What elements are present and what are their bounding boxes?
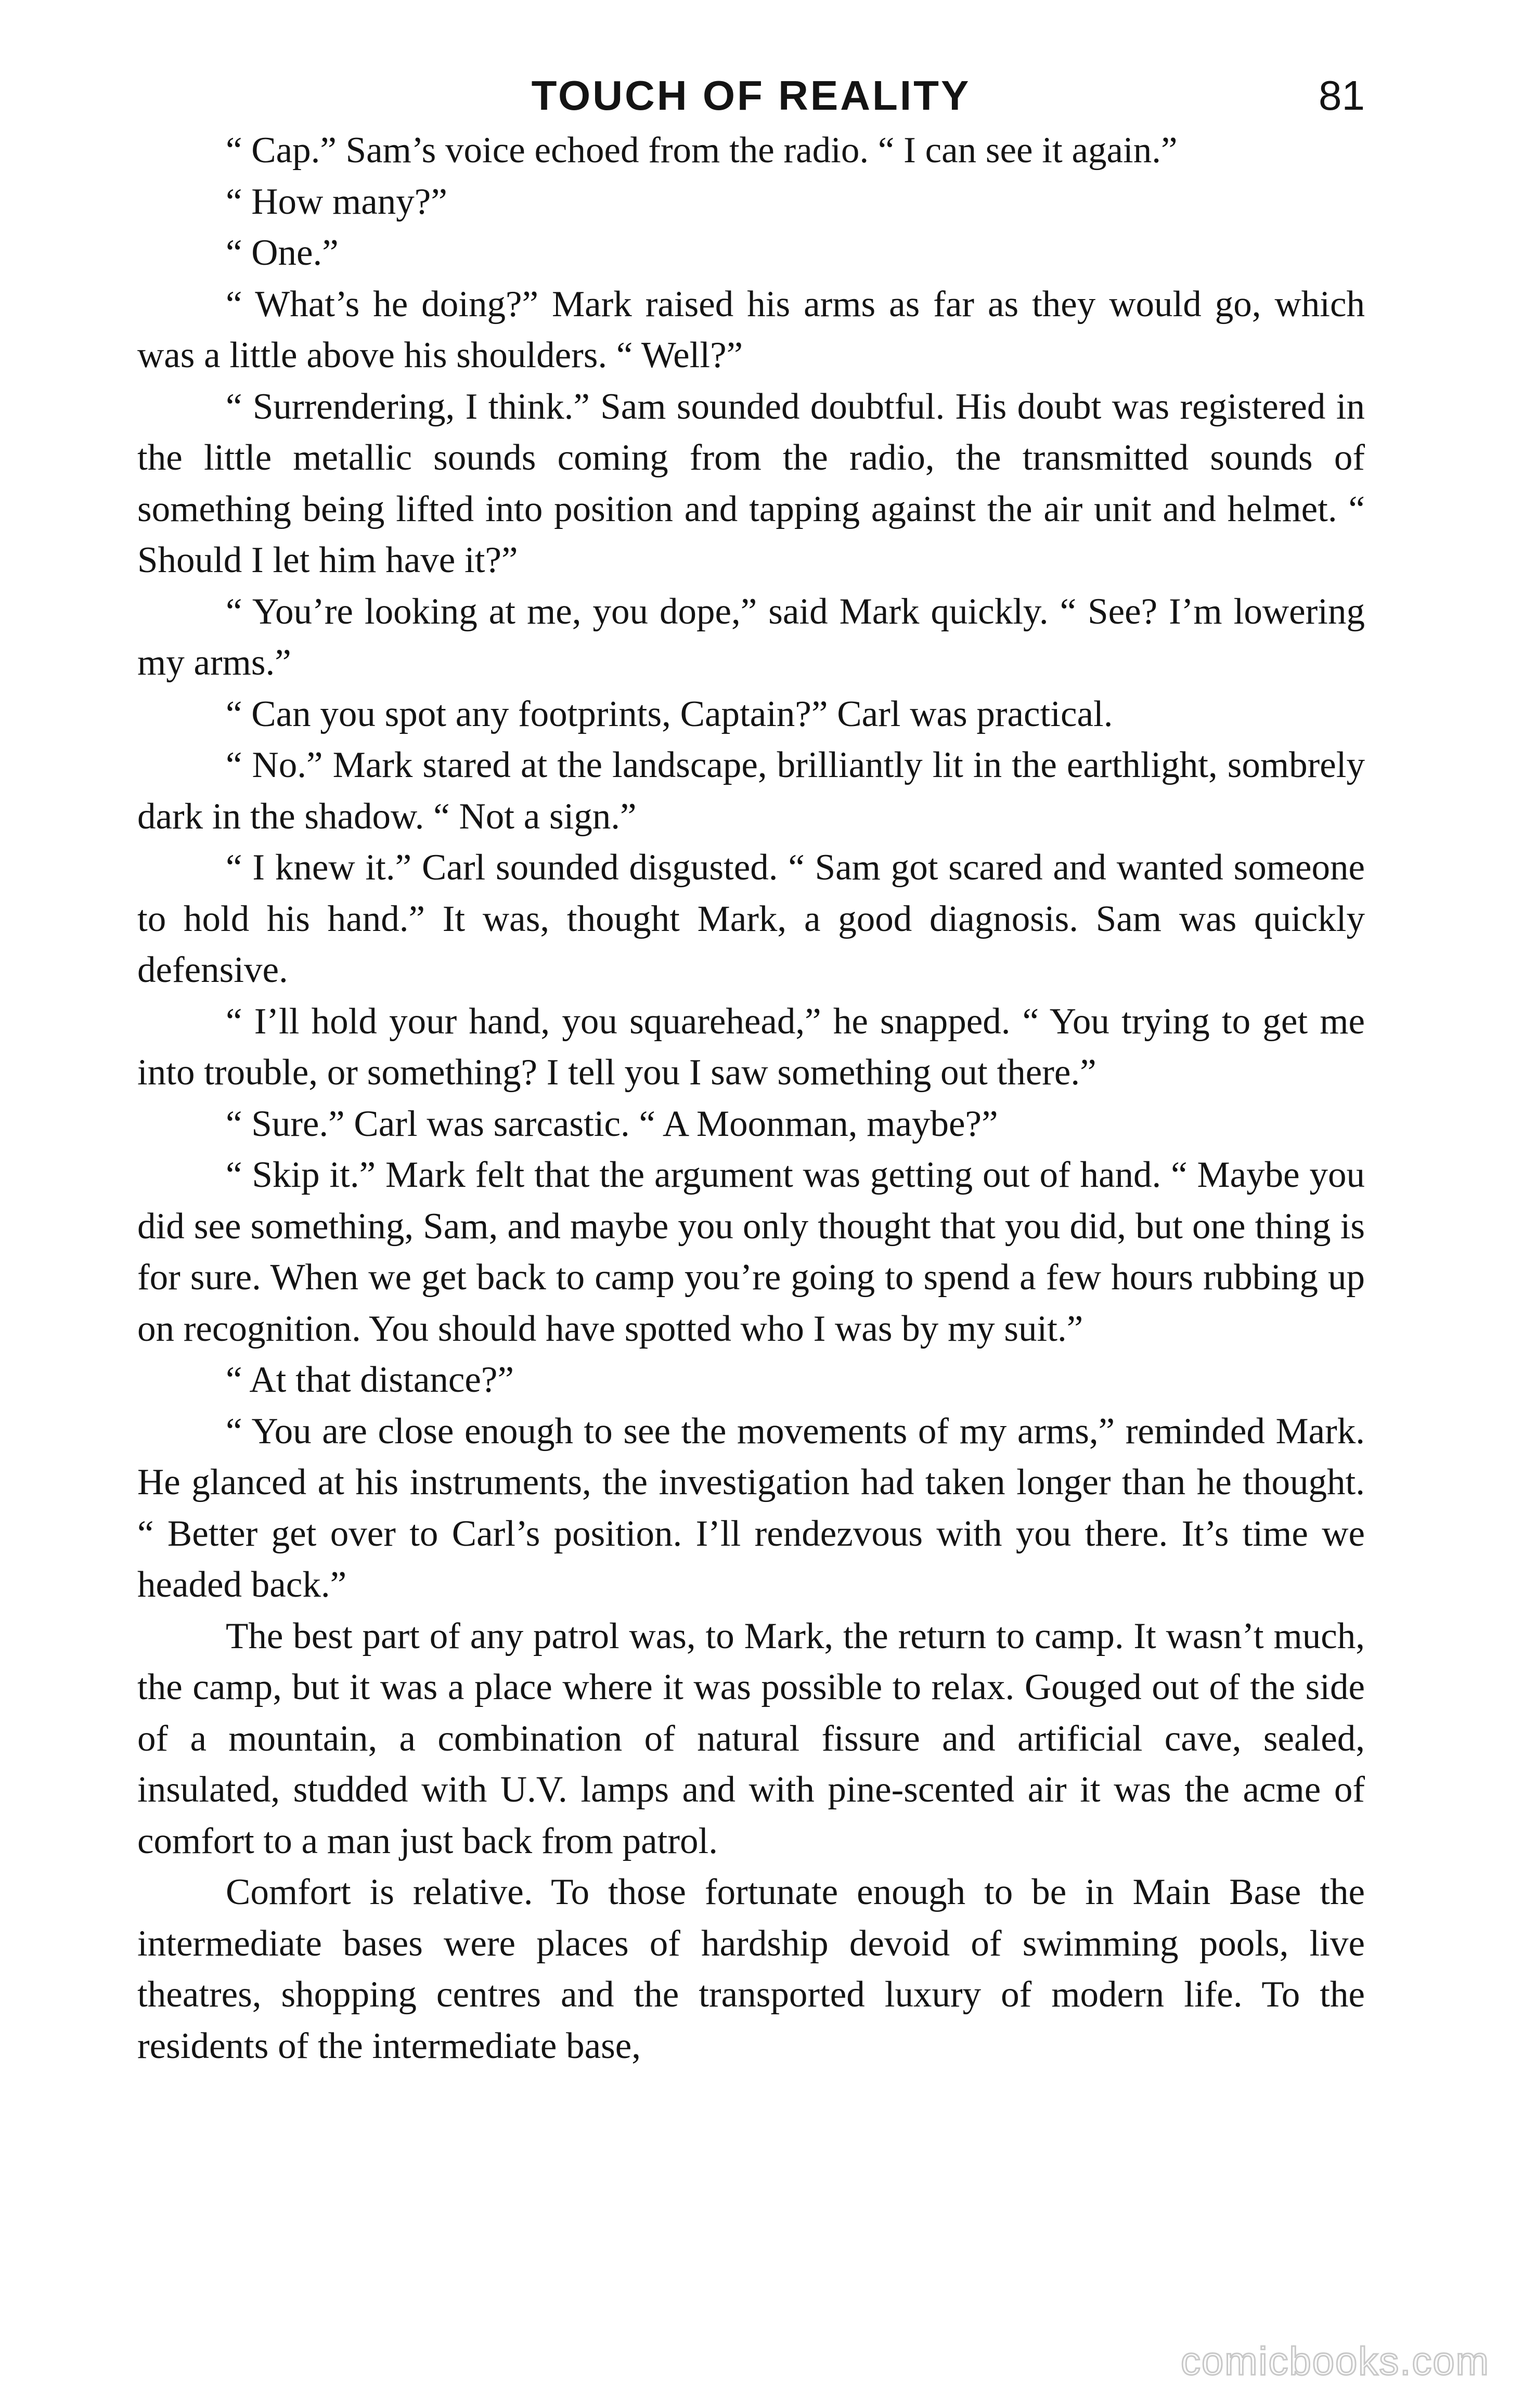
paragraph: The best part of any patrol was, to Mark, the return to camp. It wasn’t much, the camp, but it was a place where it was possible to relax. Gouged out of the side of a mountain, a combination of natural fissure and artificial cave, sealed, insulated, studded with U.V. lamps and with pine-scented air it was the acme of comfort to a man just back from patrol. (137, 1615, 1365, 1861)
paragraph: “ Skip it.” Mark felt that the argument was getting out of hand. “ Maybe you did see something, Sam, and maybe you only thought that you did, but one thing is for sure. When we get back to camp you’re going to spend a few hours rubbing up on recognition. You should have spotted who I was by my suit.” (137, 1155, 1365, 1349)
paragraph: “ You’re looking at me, you dope,” said Mark quickly. “ See? I’m lowering my arms.” (137, 591, 1365, 683)
watermark: comicbooks.com (1181, 2339, 1490, 2384)
paragraph: “ At that distance?” (226, 1360, 514, 1400)
paragraph: “ Surrendering, I think.” Sam sounded doubtful. His doubt was registered in the little metallic sounds coming from the radio, the transmitted sounds of something being lifted into position and tapping against the air unit and helmet. “ Should I let him have it?” (137, 386, 1365, 580)
paragraph: “ Sure.” Carl was sarcastic. “ A Moonman, maybe?” (226, 1103, 998, 1144)
book-page (137, 62, 1365, 2072)
paragraph: “ One.” (226, 232, 339, 273)
running-header (137, 62, 1365, 125)
paragraph: “ Can you spot any footprints, Captain?” Carl was practical. (226, 693, 1113, 734)
paragraph: “ No.” Mark stared at the landscape, brilliantly lit in the earthlight, sombrely dark in the shadow. “ Not a sign.” (137, 745, 1365, 837)
paragraph: “ You are close enough to see the movements of my arms,” reminded Mark. He glanced at his instruments, the investigation had taken longer than he thought. “ Better get over to Carl’s position. I’ll rendezvous with you there. It’s time we headed back.” (137, 1410, 1365, 1605)
body-text (137, 125, 1365, 2072)
paragraph: “ Cap.” Sam’s voice echoed from the radio. “ I can see it again.” (226, 130, 1178, 171)
page-number: 81 (1319, 72, 1365, 119)
chapter-title: TOUCH OF REALITY (531, 72, 971, 119)
paragraph: Comfort is relative. To those fortunate enough to be in Main Base the intermediate bases were places of hardship devoid of swimming pools, live theatres, shopping centres and the transported luxury of modern life. To the residents of the intermediate base, (137, 1872, 1365, 2066)
paragraph: “ What’s he doing?” Mark raised his arms as far as they would go, which was a little above his shoulders. “ Well?” (137, 283, 1365, 376)
paragraph: “ I’ll hold your hand, you squarehead,” he snapped. “ You trying to get me into trouble, or something? I tell you I saw something out there.” (137, 1001, 1365, 1093)
paragraph: “ I knew it.” Carl sounded disgusted. “ Sam got scared and wanted someone to hold his hand.” It was, thought Mark, a good diagnosis. Sam was quickly defensive. (137, 847, 1365, 990)
paragraph: “ How many?” (226, 181, 447, 222)
